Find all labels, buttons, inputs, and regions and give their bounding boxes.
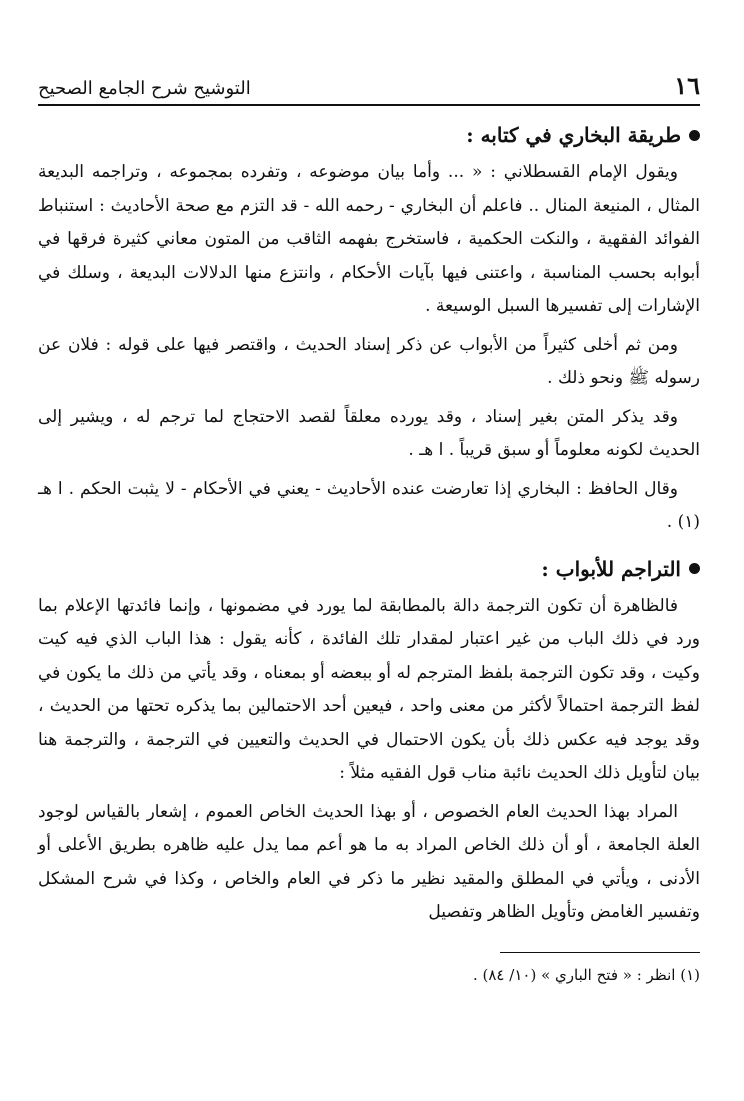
page-header bbox=[38, 72, 700, 106]
section-heading bbox=[38, 118, 700, 152]
section-heading-text: طريقة البخاري في كتابه : bbox=[466, 123, 681, 147]
running-title: التوشيح شرح الجامع الصحيح bbox=[38, 78, 251, 99]
section-bukhari-method bbox=[38, 118, 700, 540]
paragraph: فالظاهرة أن تكون الترجمة دالة بالمطابقة لما يورد في مضمونها ، وإنما فائدتها الإعلام بما ورد في ذلك الباب من غير اعتبار لمقدار تلك الفائدة ، كأنه يقول : هذا الباب الذي فيه كيت وكيت ، وقد تكون الترجمة بلفظ المترجم له أو ببعضه أو بمعناه ، وقد يأتي من ذلك ما يكون في لفظ الترجمة احتمالاً لأكثر من معنى واحد ، فيعين أحد الاحتمالين بما يذكره تحتها من الحديث ، وقد يوجد فيه عكس ذلك بأن يكون الاحتمال في الحديث والتعيين في الترجمة ، والترجمة هنا بيان لتأويل ذلك الحديث نائبة مناب قول الفقيه مثلاً : bbox=[38, 595, 700, 783]
bullet-icon bbox=[689, 563, 700, 574]
paragraph: ويقول الإمام القسطلاني : « ... وأما بيان موضوعه ، وتفرده بمجموعه ، وتراجمه البديعة المثال ، المنيعة المنال .. فاعلم أن البخاري - رحمه الله - قد التزم مع صحة الأحاديث : استنباط الفوائد الفقهية ، والنكت الحكمية ، فاستخرج بفهمه الثاقب من المتون معاني كثيرة فرقها في أبوابه بحسب المناسبة ، واعتنى فيها بآيات الأحكام ، وانتزع منها الدلالات البديعة ، وسلك في الإشارات إلى تفسيرها السبل الوسيعة . bbox=[38, 162, 700, 316]
page-number: ١٦ bbox=[674, 71, 700, 100]
section-heading-text: التراجم للأبواب : bbox=[541, 556, 681, 581]
section-chapter-titles bbox=[38, 552, 700, 930]
bullet-icon bbox=[689, 130, 700, 141]
paragraph: وقد يذكر المتن بغير إسناد ، وقد يورده معلقاً لقصد الاحتجاج لما ترجم له ، ويشير إلى الحديث لكونه معلوماً أو سبق قريباً . ا هـ . bbox=[38, 406, 700, 460]
book-page bbox=[38, 72, 700, 989]
footnote-divider bbox=[500, 952, 700, 953]
paragraph: المراد بهذا الحديث العام الخصوص ، أو بهذا الحديث الخاص العموم ، إشعار بالقياس لوجود العلة الجامعة ، أو أن ذلك الخاص المراد به ما هو أعم مما يدل عليه ظاهره بطريق الأعلى أو الأدنى ، ويأتي في المطلق والمقيد نظير ما ذكر في العام والخاص ، وكذا في شرح المشكل وتفسير الغامض وتأويل الظاهر وتفصيل bbox=[38, 801, 700, 922]
paragraph: وقال الحافظ : البخاري إذا تعارضت عنده الأحاديث - يعني في الأحكام - لا يثبت الحكم . ا هـ (١) . bbox=[38, 478, 700, 532]
section-heading bbox=[38, 552, 700, 586]
footnote: (١) انظر : « فتح الباري » (١٠/ ٨٤) . bbox=[472, 965, 700, 984]
paragraph: ومن ثم أخلى كثيراً من الأبواب عن ذكر إسناد الحديث ، واقتصر فيها على قوله : فلان عن رسوله ﷺ ونحو ذلك . bbox=[38, 334, 700, 388]
